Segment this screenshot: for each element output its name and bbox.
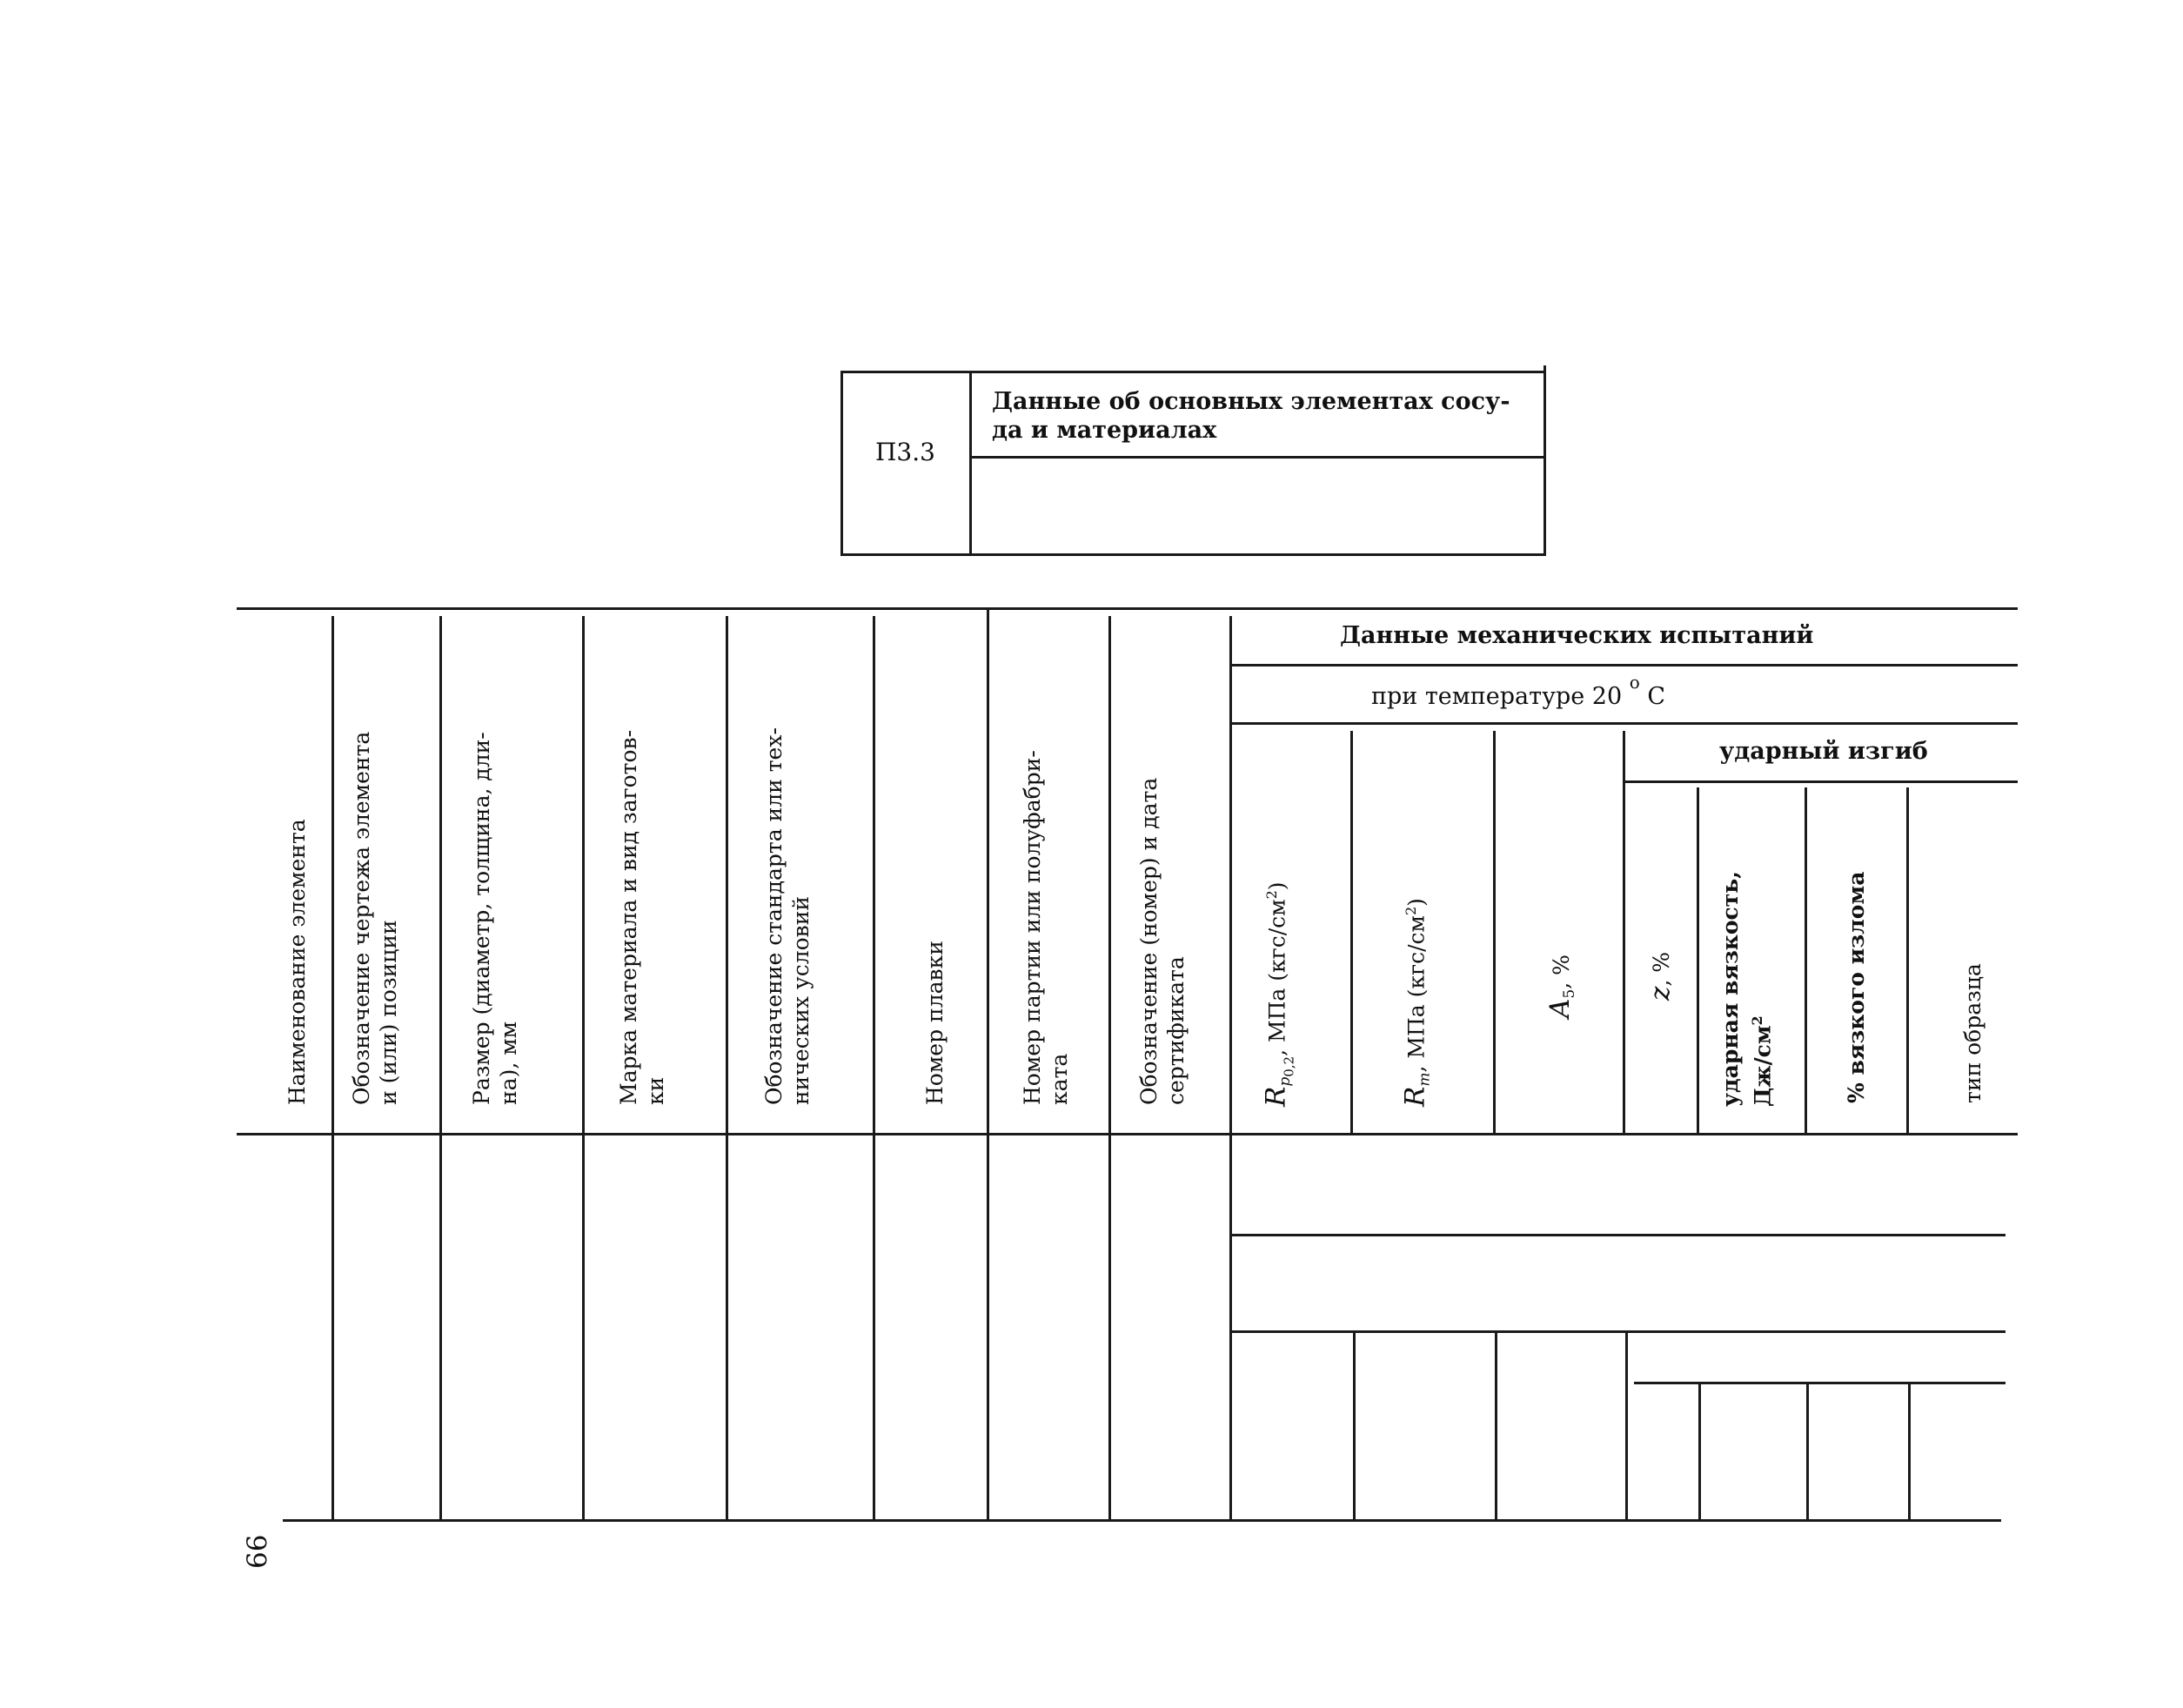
col-header-certificate: Обозначение (номер) и дата сертификата [1136,777,1189,1105]
col-divider-6 [987,607,989,1522]
col-header-element-name: Наименование элемента [285,819,310,1105]
mech-data-rule-1 [1231,1234,2006,1236]
header-box-right [1544,365,1546,556]
impact-data-rule [1634,1382,2006,1384]
col-header-drawing-designation: Обозначение чертежа элемента и (или) позиции [349,731,401,1105]
col-header-specimen-type: тип образца [1960,963,1985,1103]
mech-data-rule-2 [1231,1330,2006,1333]
mech-col-divider-type [1906,787,1909,1135]
header-box-bottom [840,553,1546,556]
col-divider-4 [726,616,728,1522]
header-box-top [840,371,1546,373]
table-header-bottom-rule [237,1133,2018,1135]
mech-data-divider-5 [1806,1384,1809,1522]
col-header-batch-number: Номер партии или полуфабри- ката [1020,750,1072,1105]
col-header-heat-number: Номер плавки [922,941,948,1105]
mech-col-divider-impact [1697,787,1699,1135]
col-divider-1 [331,616,334,1522]
header-box-title-rule [969,456,1546,459]
mech-title-rule [1231,664,2018,666]
mech-col-divider-ductile [1805,787,1807,1135]
temp-rule [1231,722,2018,725]
col-divider-5 [873,616,875,1522]
mech-data-divider-1 [1353,1333,1356,1522]
mech-col-divider-rm [1350,731,1353,1135]
mech-col-divider-z [1623,731,1625,1135]
impact-bending-label: ударный изгиб [1719,738,1928,765]
col-divider-3 [582,616,585,1522]
mech-data-divider-2 [1495,1333,1497,1522]
col-header-yield-strength: $R_{p_{0,2}}$, МПа $(кгс/см^2)$ [1260,881,1297,1107]
col-header-standard: Обозначение стандарта или тех- нических условий [761,727,814,1105]
mech-data-divider-3 [1625,1333,1628,1522]
col-header-material-grade: Марка материала и вид заготов- ки [616,729,668,1105]
table-top-rule [237,607,2018,610]
mech-tests-title: Данные механических испытаний [1340,622,1814,649]
section-title: Данные об основных элементах сосу- да и материалах [992,388,1510,444]
col-header-elongation: $A_5$, % [1544,954,1578,1018]
section-number: П3.3 [875,438,935,466]
col-header-reduction-of-area: z, % [1644,952,1676,1001]
page-number: 66 [242,1534,273,1569]
mech-data-divider-6 [1908,1384,1911,1522]
col-divider-2 [439,616,442,1522]
mech-data-divider-4 [1698,1384,1701,1522]
header-box-divider [969,371,972,556]
col-header-size: Размер (диаметр, толщина, дли- на), мм [469,732,521,1105]
col-header-ductile-fracture: % вязкого излома [1844,871,1869,1103]
mech-col-divider-a5 [1493,731,1496,1135]
header-box-left [840,371,843,556]
impact-rule [1625,780,2018,783]
col-header-tensile-strength: $R_m$, МПа $(кгс/см^2)$ [1399,898,1434,1107]
col-divider-8 [1229,616,1232,1522]
table-bottom-rule [283,1519,2001,1522]
temperature-label: при температуре 20 $^о$ С [1371,672,1666,710]
col-divider-7 [1108,616,1111,1522]
col-header-impact-toughness: ударная вязкость, $Дж/см^2$ [1718,871,1776,1107]
